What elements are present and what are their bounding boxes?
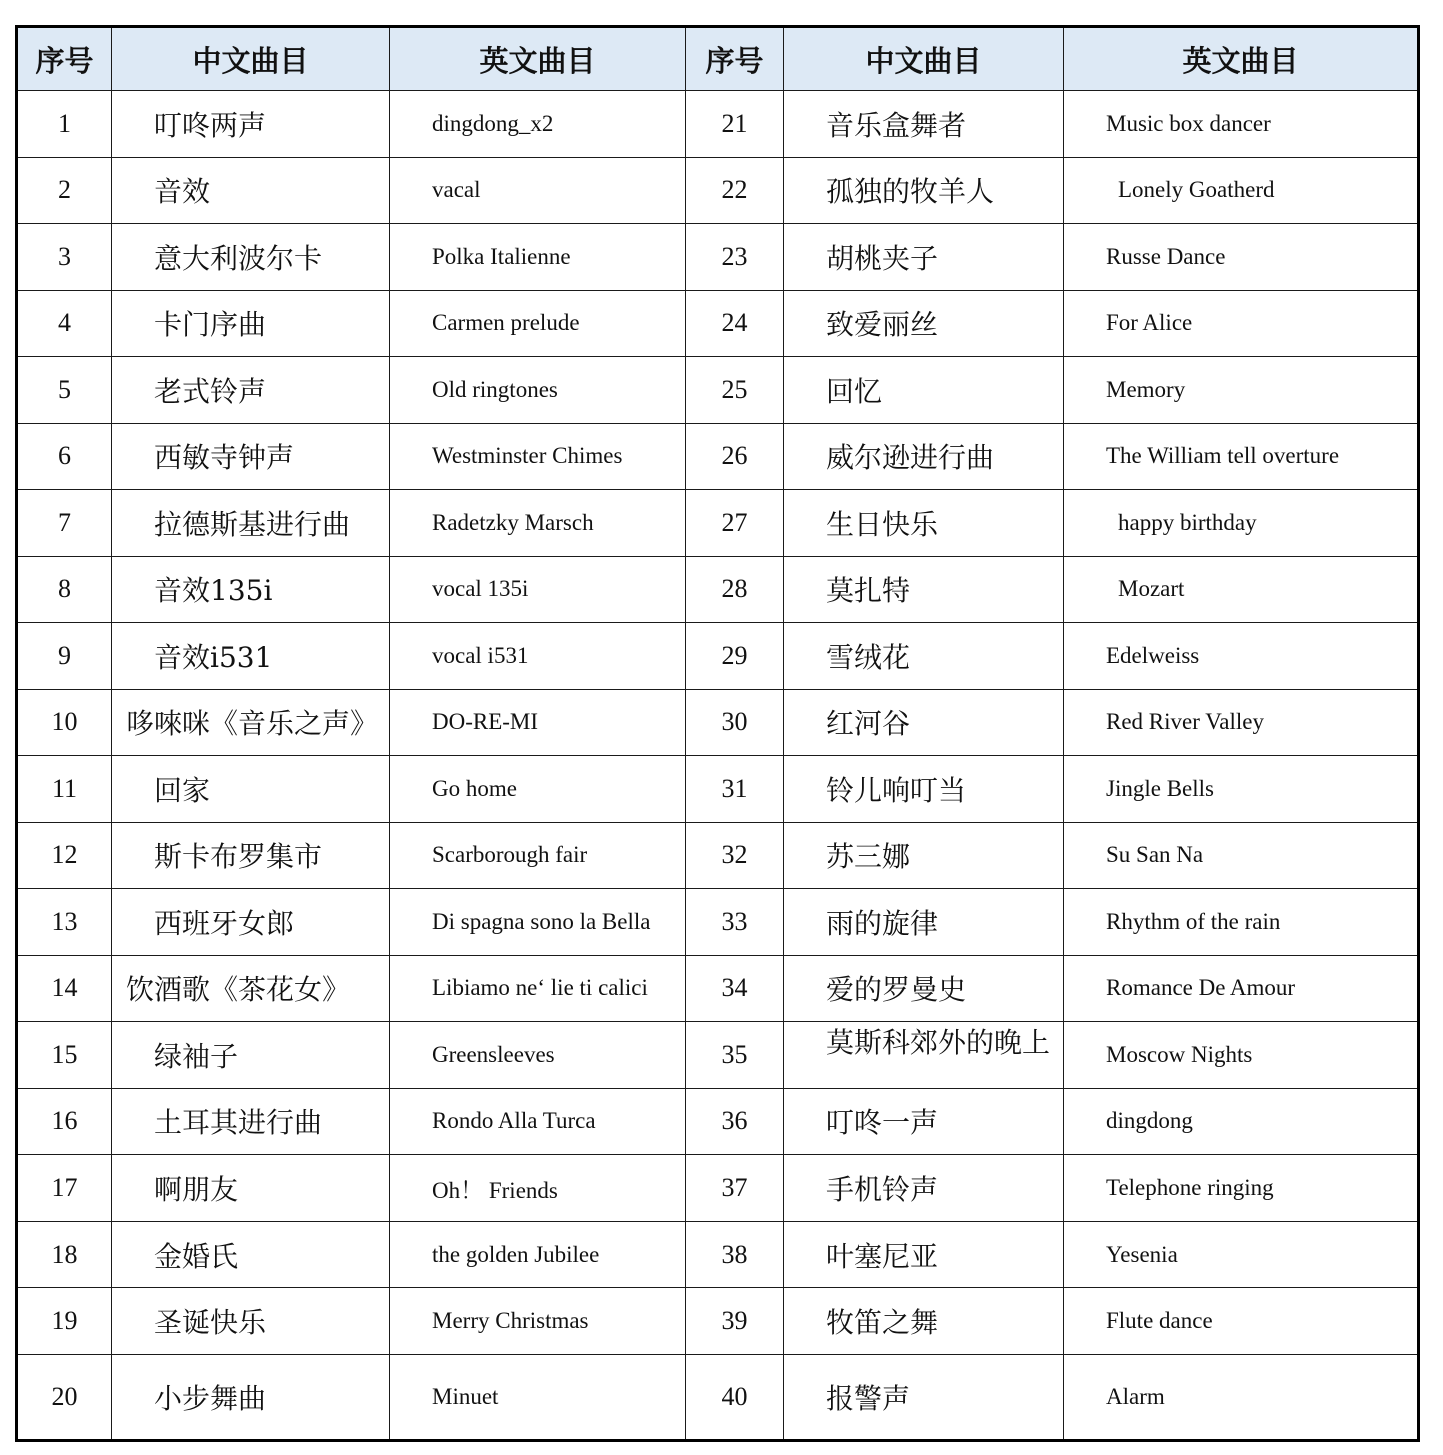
- song-number-cell: 38: [686, 1221, 784, 1288]
- english-title-cell: Rhythm of the rain: [1064, 889, 1419, 956]
- header-number: 序号: [686, 27, 784, 91]
- song-list-table: [15, 25, 1420, 1442]
- english-title-cell: Merry Christmas: [390, 1288, 686, 1355]
- chinese-title-cell: 老式铃声: [112, 357, 390, 424]
- english-title-cell: vocal i531: [390, 623, 686, 690]
- chinese-title-cell: 叮咚一声: [784, 1088, 1064, 1155]
- song-number-cell: 8: [17, 556, 112, 623]
- chinese-title-cell: 雨的旋律: [784, 889, 1064, 956]
- chinese-title-cell: 雪绒花: [784, 623, 1064, 690]
- chinese-title-cell: 金婚氏: [112, 1221, 390, 1288]
- chinese-title-cell: 手机铃声: [784, 1155, 1064, 1222]
- song-number-cell: 6: [17, 423, 112, 490]
- table-row: [17, 423, 1419, 490]
- table-row: [17, 623, 1419, 690]
- header-number: 序号: [17, 27, 112, 91]
- song-number-cell: 16: [17, 1088, 112, 1155]
- chinese-title-cell: 爱的罗曼史: [784, 955, 1064, 1022]
- english-title-cell: Flute dance: [1064, 1288, 1419, 1355]
- chinese-title-cell: 致爱丽丝: [784, 290, 1064, 357]
- song-number-cell: 37: [686, 1155, 784, 1222]
- song-number-cell: 32: [686, 822, 784, 889]
- header-english-title: 英文曲目: [1064, 27, 1419, 91]
- english-title-cell: Moscow Nights: [1064, 1022, 1419, 1089]
- english-title-cell: Carmen prelude: [390, 290, 686, 357]
- chinese-title-cell: 卡门序曲: [112, 290, 390, 357]
- song-number-cell: 29: [686, 623, 784, 690]
- song-number-cell: 19: [17, 1288, 112, 1355]
- table-row: [17, 556, 1419, 623]
- song-number-cell: 5: [17, 357, 112, 424]
- song-number-cell: 10: [17, 689, 112, 756]
- table-row: [17, 1354, 1419, 1440]
- header-chinese-title: 中文曲目: [112, 27, 390, 91]
- table-row: [17, 1221, 1419, 1288]
- english-title-cell: vacal: [390, 157, 686, 224]
- chinese-title-cell: 绿袖子: [112, 1022, 390, 1089]
- chinese-title-cell: 音效i531: [112, 623, 390, 690]
- english-title-cell: Memory: [1064, 357, 1419, 424]
- song-number-cell: 4: [17, 290, 112, 357]
- song-number-cell: 31: [686, 756, 784, 823]
- english-title-cell: Yesenia: [1064, 1221, 1419, 1288]
- english-title-cell: Polka Italienne: [390, 224, 686, 291]
- song-number-cell: 27: [686, 490, 784, 557]
- song-number-cell: 9: [17, 623, 112, 690]
- english-title-cell: happy birthday: [1064, 490, 1419, 557]
- english-title-cell: Rondo Alla Turca: [390, 1088, 686, 1155]
- song-number-cell: 24: [686, 290, 784, 357]
- chinese-title-cell: 胡桃夹子: [784, 224, 1064, 291]
- english-title-cell: dingdong: [1064, 1088, 1419, 1155]
- chinese-title-cell: 圣诞快乐: [112, 1288, 390, 1355]
- english-title-cell: Music box dancer: [1064, 91, 1419, 158]
- chinese-title-cell: 苏三娜: [784, 822, 1064, 889]
- table-row: [17, 756, 1419, 823]
- english-title-cell: Alarm: [1064, 1354, 1419, 1440]
- chinese-title-cell: 饮酒歌《茶花女》: [112, 955, 390, 1022]
- table-row: [17, 689, 1419, 756]
- header-row: [17, 27, 1419, 91]
- english-title-cell: Red River Valley: [1064, 689, 1419, 756]
- chinese-title-cell: 红河谷: [784, 689, 1064, 756]
- english-title-cell: Oh！ Friends: [390, 1155, 686, 1222]
- chinese-title-cell: 意大利波尔卡: [112, 224, 390, 291]
- song-number-cell: 12: [17, 822, 112, 889]
- song-number-cell: 40: [686, 1354, 784, 1440]
- chinese-title-cell: 啊朋友: [112, 1155, 390, 1222]
- english-title-cell: vocal 135i: [390, 556, 686, 623]
- english-title-cell: Libiamo ne‘ lie ti calici: [390, 955, 686, 1022]
- song-number-cell: 28: [686, 556, 784, 623]
- song-number-cell: 25: [686, 357, 784, 424]
- chinese-title-cell: 铃儿响叮当: [784, 756, 1064, 823]
- chinese-title-cell: 孤独的牧羊人: [784, 157, 1064, 224]
- english-title-cell: Su San Na: [1064, 822, 1419, 889]
- song-number-cell: 13: [17, 889, 112, 956]
- chinese-title-cell: 牧笛之舞: [784, 1288, 1064, 1355]
- english-title-cell: dingdong_x2: [390, 91, 686, 158]
- english-title-cell: Old ringtones: [390, 357, 686, 424]
- chinese-title-cell: 回忆: [784, 357, 1064, 424]
- song-number-cell: 35: [686, 1022, 784, 1089]
- song-number-cell: 36: [686, 1088, 784, 1155]
- english-title-cell: Telephone ringing: [1064, 1155, 1419, 1222]
- song-number-cell: 39: [686, 1288, 784, 1355]
- english-title-cell: Di spagna sono la Bella: [390, 889, 686, 956]
- chinese-title-cell: 斯卡布罗集市: [112, 822, 390, 889]
- english-title-cell: Lonely Goatherd: [1064, 157, 1419, 224]
- song-number-cell: 33: [686, 889, 784, 956]
- chinese-title-cell: 生日快乐: [784, 490, 1064, 557]
- table-row: [17, 1155, 1419, 1222]
- english-title-cell: Go home: [390, 756, 686, 823]
- english-title-cell: Radetzky Marsch: [390, 490, 686, 557]
- song-number-cell: 11: [17, 756, 112, 823]
- chinese-title-cell: 音效: [112, 157, 390, 224]
- song-number-cell: 14: [17, 955, 112, 1022]
- chinese-title-cell: 西班牙女郎: [112, 889, 390, 956]
- song-number-cell: 34: [686, 955, 784, 1022]
- song-number-cell: 17: [17, 1155, 112, 1222]
- song-number-cell: 3: [17, 224, 112, 291]
- table-row: [17, 1288, 1419, 1355]
- chinese-title-cell: 哆唻咪《音乐之声》: [112, 689, 390, 756]
- english-title-cell: the golden Jubilee: [390, 1221, 686, 1288]
- song-number-cell: 1: [17, 91, 112, 158]
- chinese-title-cell: 报警声: [784, 1354, 1064, 1440]
- table-row: [17, 91, 1419, 158]
- table-row: [17, 1088, 1419, 1155]
- chinese-title-cell: 西敏寺钟声: [112, 423, 390, 490]
- chinese-title-cell: 叮咚两声: [112, 91, 390, 158]
- english-title-cell: Edelweiss: [1064, 623, 1419, 690]
- chinese-title-cell: 音乐盒舞者: [784, 91, 1064, 158]
- song-number-cell: 30: [686, 689, 784, 756]
- table-row: [17, 1022, 1419, 1089]
- chinese-title-cell: 莫扎特: [784, 556, 1064, 623]
- english-title-cell: Westminster Chimes: [390, 423, 686, 490]
- english-title-cell: Romance De Amour: [1064, 955, 1419, 1022]
- chinese-title-cell: 音效135i: [112, 556, 390, 623]
- chinese-title-cell: 土耳其进行曲: [112, 1088, 390, 1155]
- english-title-cell: For Alice: [1064, 290, 1419, 357]
- english-title-cell: Greensleeves: [390, 1022, 686, 1089]
- chinese-title-cell: 回家: [112, 756, 390, 823]
- song-number-cell: 21: [686, 91, 784, 158]
- song-number-cell: 20: [17, 1354, 112, 1440]
- song-number-cell: 7: [17, 490, 112, 557]
- song-number-cell: 26: [686, 423, 784, 490]
- table-body: [17, 91, 1419, 1441]
- header-english-title: 英文曲目: [390, 27, 686, 91]
- header-chinese-title: 中文曲目: [784, 27, 1064, 91]
- table-row: [17, 290, 1419, 357]
- chinese-title-cell: 拉德斯基进行曲: [112, 490, 390, 557]
- chinese-title-cell: 小步舞曲: [112, 1354, 390, 1440]
- english-title-cell: The William tell overture: [1064, 423, 1419, 490]
- table-row: [17, 157, 1419, 224]
- table-row: [17, 357, 1419, 424]
- chinese-title-cell: 威尔逊进行曲: [784, 423, 1064, 490]
- table-row: [17, 490, 1419, 557]
- english-title-cell: Russe Dance: [1064, 224, 1419, 291]
- chinese-title-cell: 叶塞尼亚: [784, 1221, 1064, 1288]
- english-title-cell: Jingle Bells: [1064, 756, 1419, 823]
- english-title-cell: Mozart: [1064, 556, 1419, 623]
- chinese-title-cell: 莫斯科郊外的晚上: [784, 1022, 1064, 1089]
- table-row: [17, 955, 1419, 1022]
- table-row: [17, 889, 1419, 956]
- song-number-cell: 22: [686, 157, 784, 224]
- english-title-cell: Scarborough fair: [390, 822, 686, 889]
- song-number-cell: 2: [17, 157, 112, 224]
- table-row: [17, 224, 1419, 291]
- english-title-cell: Minuet: [390, 1354, 686, 1440]
- song-number-cell: 15: [17, 1022, 112, 1089]
- english-title-cell: DO-RE-MI: [390, 689, 686, 756]
- table-row: [17, 822, 1419, 889]
- song-number-cell: 23: [686, 224, 784, 291]
- song-number-cell: 18: [17, 1221, 112, 1288]
